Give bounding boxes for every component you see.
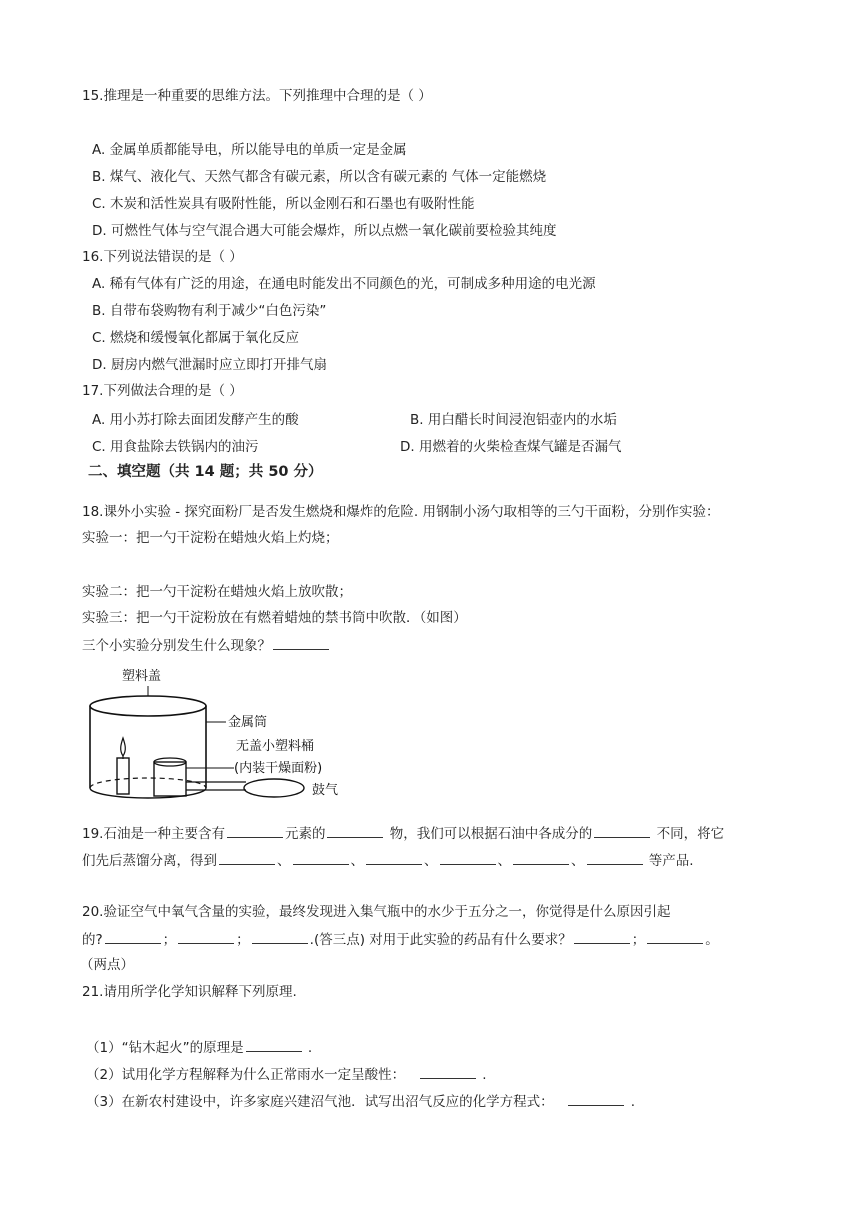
answer-blank[interactable] [647,928,703,944]
q15-option-c: C. 木炭和活性炭具有吸附性能，所以金刚石和石墨也有吸附性能 [92,196,475,212]
q15-option-d: D. 可燃性气体与空气混合遇大可能会爆炸，所以点燃一氧化碳前要检验其纯度 [92,223,557,239]
q16-option-b: B. 自带布袋购物有利于减少“白色污染” [92,303,327,319]
q15-option-a: A. 金属单质都能导电，所以能导电的单质一定是金属 [92,142,407,158]
answer-blank[interactable] [327,822,383,838]
section-heading: 二、填空题（共 14 题；共 50 分） [88,464,323,480]
label-lid: 塑料盖 [122,669,162,684]
label-flour: (内装干燥面粉) [234,761,323,776]
q16-option-d: D. 厨房内燃气泄漏时应立即打开排气扇 [92,357,327,373]
answer-blank[interactable] [246,1036,302,1052]
q19-text-2: 元素的 [284,826,326,842]
q20-line1: 20.验证空气中氧气含量的实验，最终发现进入集气瓶中的水少于五分之一，你觉得是什么原因引起 [82,904,671,920]
label-bucket: 无盖小塑料桶 [236,739,315,754]
q16-option-a: A. 稀有气体有广泛的用途，在通电时能发出不同颜色的光，可制成多种用途的电光源 [92,276,596,292]
answer-blank[interactable] [105,928,161,944]
answer-blank[interactable] [420,1063,476,1079]
experiment-figure [86,664,376,810]
q20-line3: （两点） [80,957,134,973]
answer-blank[interactable] [594,822,650,838]
q19-line1 [82,822,724,844]
q19-text-1: 19.石油是一种主要含有 [82,826,225,842]
answer-blank[interactable] [440,849,496,865]
q18-line3: 实验二：把一勺干淀粉在蜡烛火焰上放吹散； [82,584,352,600]
q21-item2-text: （2）试用化学方程解释为什么正常雨水一定呈酸性： [86,1067,406,1083]
candle-flame [121,738,126,756]
apparatus-diagram [86,664,376,810]
q17-option-d: D. 用燃着的火柴检查煤气罐是否漏气 [400,439,622,455]
lid-shape [90,696,206,716]
can-bottom-back [90,778,206,788]
q19-text-5: 们先后蒸馏分离，得到 [82,853,217,869]
q16-stem: 16.下列说法错误的是（ ） [82,249,243,265]
answer-blank[interactable] [219,849,275,865]
bulb [244,779,304,797]
q18-line5-text: 三个小实验分别发生什么现象？ [82,638,271,654]
q21-item3-text: （3）在新农村建设中，许多家庭兴建沼气池．试写出沼气反应的化学方程式： [86,1094,554,1110]
q18-line2: 实验一：把一勺干淀粉在蜡烛火焰上灼烧； [82,530,339,546]
q21-item1-text: （1）“钻木起火”的原理是 [86,1040,244,1056]
q21-item2: （2）试用化学方程解释为什么正常雨水一定呈酸性： . [86,1063,487,1085]
answer-blank[interactable] [178,928,234,944]
q21-item3: （3）在新农村建设中，许多家庭兴建沼气池．试写出沼气反应的化学方程式： . [86,1090,635,1112]
answer-blank[interactable] [293,849,349,865]
answer-blank[interactable] [587,849,643,865]
answer-blank[interactable] [574,928,630,944]
q21-stem: 21.请用所学化学知识解释下列原理. [82,984,297,1000]
q19-text-4: 不同，将它 [652,826,725,842]
answer-blank[interactable] [273,634,329,650]
q19-text-6: 等产品. [644,853,694,869]
answer-blank[interactable] [227,822,283,838]
q19-text-3: 物，我们可以根据石油中各成分的 [385,826,593,842]
q20-line2: 的? ； ； .(答三点) 对用于此实验的药品有什么要求？ ； 。 [82,928,719,950]
q18-line5 [82,634,331,656]
q17-option-b: B. 用白醋长时间浸泡铝壶内的水垢 [410,412,617,428]
q20-text-1: 的? [82,932,103,948]
q18-line4: 实验三：把一勺干淀粉放在有燃着蜡烛的禁书筒中吹散．（如图） [82,610,467,626]
q21-item1: （1）“钻木起火”的原理是 . [86,1036,312,1058]
answer-blank[interactable] [513,849,569,865]
q16-option-c: C. 燃烧和缓慢氧化都属于氧化反应 [92,330,300,346]
q15-option-b: B. 煤气、液化气、天然气都含有碳元素，所以含有碳元素的 气体一定能燃烧 [92,169,547,185]
q18-line1: 18.课外小实验 - 探究面粉厂是否发生燃烧和爆炸的危险. 用钢制小汤勺取相等的三勺干面粉，分别作实验： [82,504,720,520]
answer-blank[interactable] [568,1090,624,1106]
q20-text-2: .(答三点) 对用于此实验的药品有什么要求？ [309,932,572,948]
q17-option-c: C. 用食盐除去铁锅内的油污 [92,439,259,455]
candle-body [117,758,129,794]
answer-blank[interactable] [252,928,308,944]
q19-line2: 们先后蒸馏分离，得到 、 、 、 、 、 等产品. [82,849,694,871]
q17-stem: 17.下列做法合理的是（ ） [82,383,243,399]
q17-option-a: A. 用小苏打除去面团发酵产生的酸 [92,412,299,428]
q15-stem: 15.推理是一种重要的思维方法。下列推理中合理的是（ ） [82,88,432,104]
label-blow: 鼓气 [312,783,339,798]
label-can: 金属筒 [228,715,268,730]
answer-blank[interactable] [366,849,422,865]
